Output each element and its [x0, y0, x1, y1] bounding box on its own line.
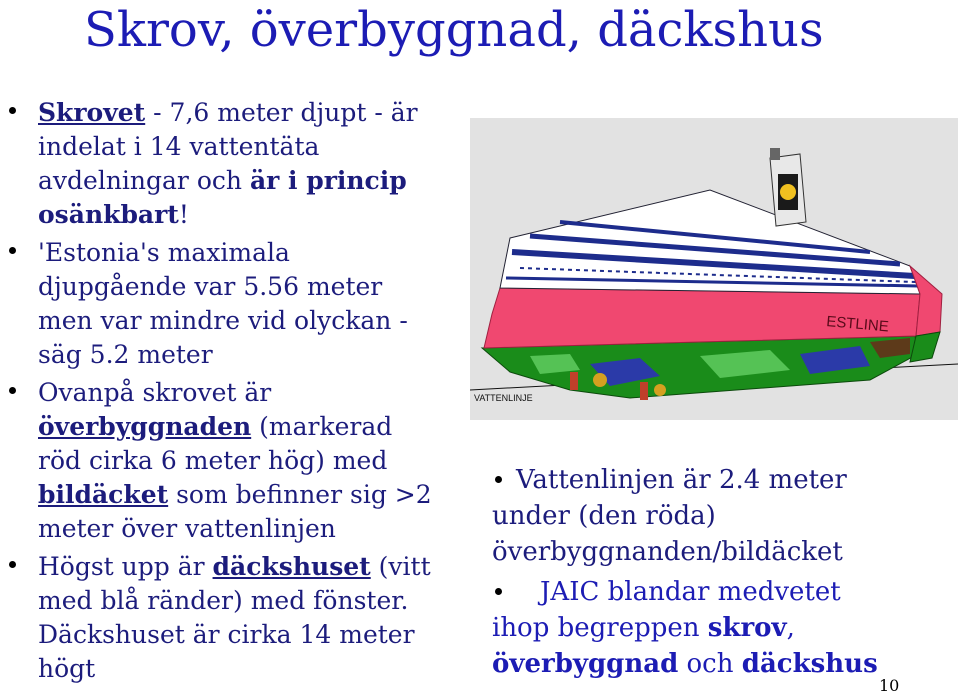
waterline-label: VATTENLINJE	[474, 393, 533, 403]
bullet-dot	[495, 588, 502, 595]
bullet-vattenlinjen: Vattenlinjen är 2.4 meter	[492, 462, 932, 498]
term-bildacket: bildäcket	[38, 480, 169, 509]
bullet-dackshuset: Högst upp är däckshuset (vitt med blå ränder) med fönster. Däckshuset är cirka 14 meter högt	[6, 550, 466, 686]
right-bullet-list: Vattenlinjen är 2.4 meter under (den röda) överbyggnanden/bildäcket JAIC blandar medvetet ihop begreppen skrov, överbyggnad och däckshus	[492, 462, 932, 682]
bullet-dot	[9, 107, 16, 114]
ship-illustration	[470, 118, 958, 420]
bullet-estonia-draught: 'Estonia's maximala djupgående var 5.56 meter men var mindre vid olyckan - säg 5.2 meter	[6, 236, 466, 372]
hull-lettering: ESTLINE	[825, 313, 890, 336]
left-bullet-list	[6, 96, 466, 686]
bullet-skrovet: Skrovet - 7,6 meter djupt - är indelat i 14 vattentäta avdelningar och är i princip osänkbart!	[6, 96, 466, 232]
propeller	[593, 373, 607, 387]
bullet-dot	[495, 476, 502, 483]
rudder	[640, 382, 648, 400]
funnel-emblem	[780, 184, 796, 200]
term-skrovet: Skrovet	[38, 98, 146, 127]
rudder	[570, 372, 578, 390]
ship-svg	[470, 118, 958, 420]
bullet-overbyggnaden: Ovanpå skrovet är överbyggnaden (markerad röd cirka 6 meter hög) med bildäcket som befinner sig >2 meter över vattenlinjen	[6, 376, 466, 546]
slide-title: Skrov, överbyggnad, däckshus	[84, 2, 824, 58]
bullet-dot	[9, 387, 16, 394]
bullet-dot	[9, 561, 16, 568]
term-overbyggnaden: överbyggnaden	[38, 412, 252, 441]
bullet-jaic: JAIC blandar medvetet	[492, 574, 932, 610]
mast	[770, 148, 780, 160]
bullet-dot	[9, 247, 16, 254]
page-number: 10	[879, 676, 900, 695]
propeller	[654, 384, 666, 396]
term-dackshuset: däckshuset	[212, 552, 371, 581]
